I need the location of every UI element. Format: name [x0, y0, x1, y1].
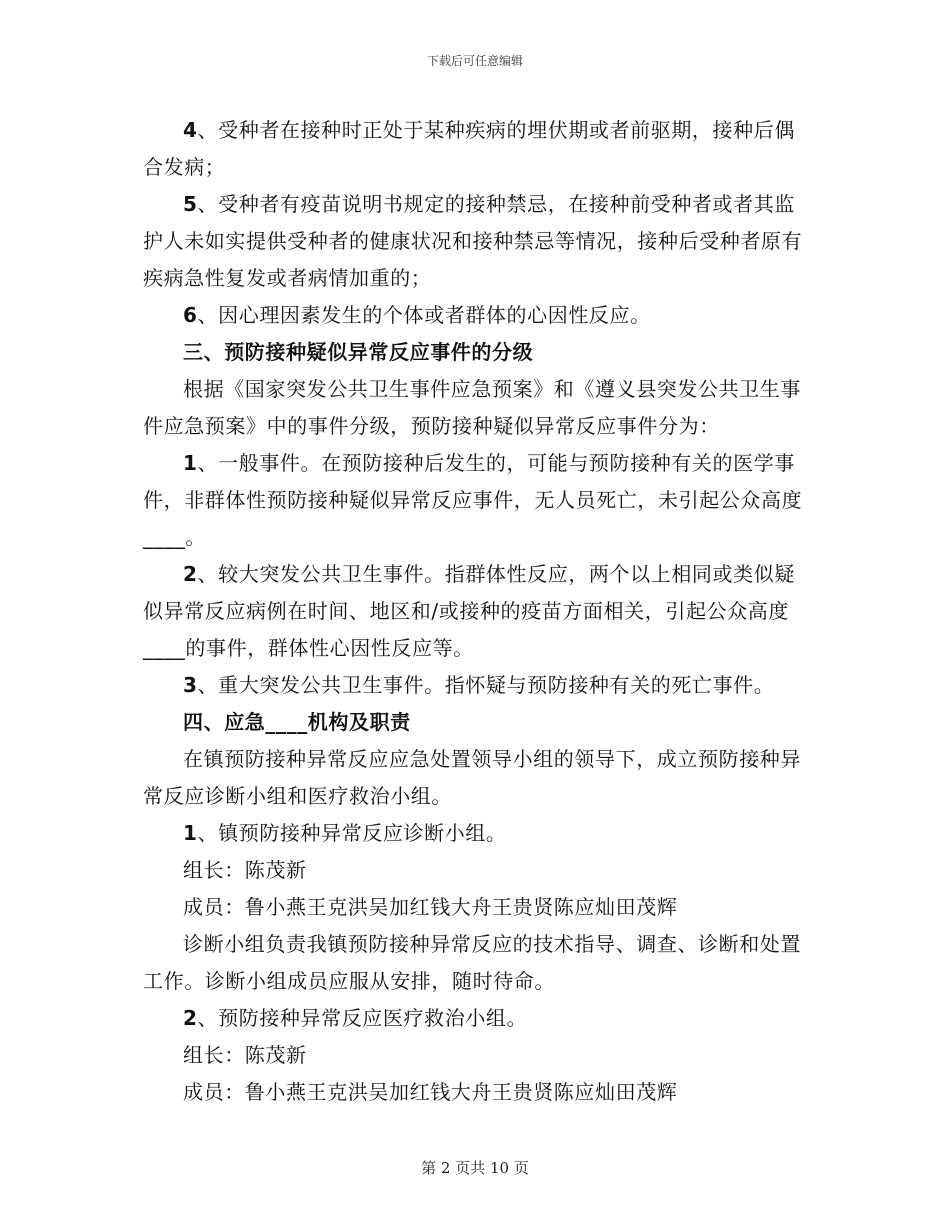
paragraph-text: 、受种者在接种时正处于某种疾病的埋伏期或者前驱期，接种后偶合发病； [143, 118, 795, 179]
group-1-duty: 诊断小组负责我镇预防接种异常反应的技术指导、调查、诊断和处置工作。诊断小组成员应服从安排，随时待命。 [143, 932, 801, 993]
paragraph-text: 、重大突发公共卫生事件。指怀疑与预防接种有关的死亡事件。 [197, 673, 775, 697]
group-1-title [143, 815, 808, 852]
group-2-title [143, 1000, 808, 1037]
paragraph-item-5 [143, 186, 808, 297]
item-number: 5 [183, 192, 198, 216]
group-2-leader: 组长：陈茂新 [183, 1043, 307, 1067]
section-3-item-2 [143, 556, 808, 667]
group-1-leader: 组长：陈茂新 [183, 858, 307, 882]
item-number: 4 [183, 118, 198, 142]
paragraph-text: 、预防接种异常反应医疗救治小组。 [197, 1006, 528, 1030]
page-header: 下载后可任意编辑 [426, 54, 523, 68]
paragraph-text: 、受种者有疫苗说明书规定的接种禁忌，在接种前受种者或者其监护人未如实提供受种者的健康状况和接种禁忌等情况，接种后受种者原有疾病急性复发或者病情加重的； [143, 192, 803, 290]
item-number: 2 [183, 562, 198, 586]
paragraph-text: 、因心理因素发生的个体或者群体的心因性反应。 [197, 303, 651, 327]
paragraph-item-4 [143, 112, 808, 186]
section-3-item-1 [143, 445, 808, 556]
paragraph-text: 、较大突发公共卫生事件。指群体性反应，两个以上相同或类似疑似异常反应病例在时间、地区和/或接种的疫苗方面相关，引起公众高度____的事件，群体性心因性反应等。 [143, 562, 795, 660]
paragraph-text: 、一般事件。在预防接种后发生的，可能与预防接种有关的医学事件，非群体性预防接种疑似异常反应事件，无人员死亡，未引起公众高度____。 [143, 451, 803, 549]
paragraph-text: 、镇预防接种异常反应诊断小组。 [197, 821, 507, 845]
section-4-heading: 四、应急____机构及职责 [183, 710, 411, 734]
group-1-members: 成员：鲁小燕王克洪吴加红钱大舟王贵贤陈应灿田茂辉 [183, 895, 678, 919]
section-3-item-3 [143, 667, 808, 704]
group-2-members: 成员：鲁小燕王克洪吴加红钱大舟王贵贤陈应灿田茂辉 [183, 1080, 678, 1104]
section-3-intro: 根据《国家突发公共卫生事件应急预案》和《遵义县突发公共卫生事件应急预案》中的事件分级，预防接种疑似异常反应事件分为： [143, 377, 801, 438]
section-4-intro: 在镇预防接种异常反应应急处置领导小组的领导下，成立预防接种异常反应诊断小组和医疗救治小组。 [143, 747, 801, 808]
item-number: 1 [183, 821, 198, 845]
item-number: 1 [183, 451, 198, 475]
item-number: 3 [183, 673, 198, 697]
item-number: 6 [183, 303, 198, 327]
document-body [143, 112, 808, 1111]
page-footer: 第 2 页共 10 页 [421, 1159, 529, 1177]
section-3-heading: 三、预防接种疑似异常反应事件的分级 [183, 340, 534, 364]
paragraph-item-6 [143, 297, 808, 334]
item-number: 2 [183, 1006, 198, 1030]
